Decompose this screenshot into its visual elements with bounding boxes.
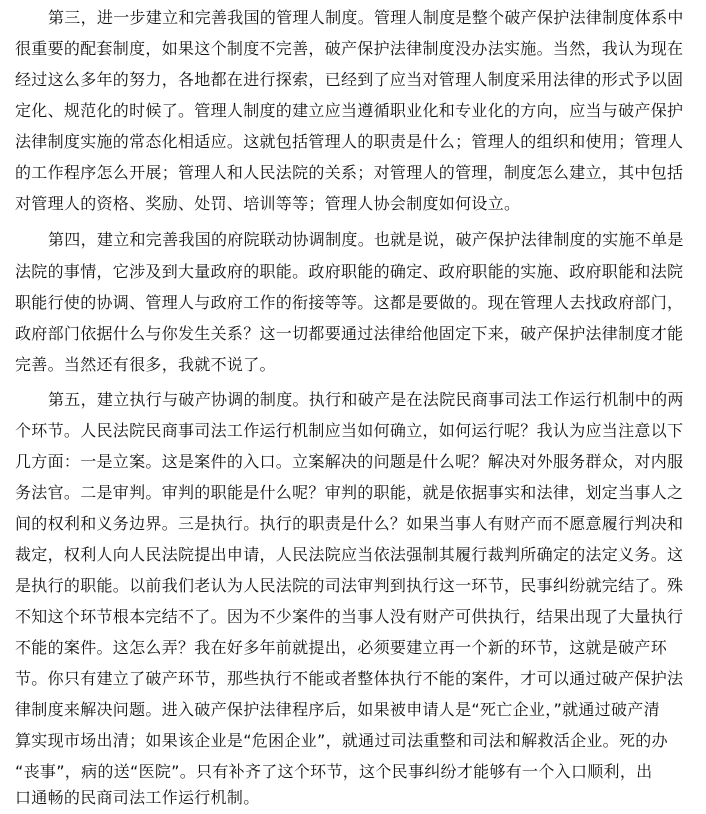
text-line: 第四，建立和完善我国的府院联动协调制度。也就是说，破产保护法律制度的实施不单是 bbox=[48, 230, 684, 249]
text-line: 个环节。人民法院民商事司法工作运行机制应当如何确立，如何运行呢？我认为应当注意以下 bbox=[15, 421, 684, 440]
text-line: 不能的案件。这怎么弄？我在好多年前就提出，必须要建立再一个新的环节，这就是破产环 bbox=[15, 638, 668, 657]
text-line: 节。你只有建立了破产环节，那些执行不能或者整体执行不能的案件，才可以通过破产保护法 bbox=[15, 669, 684, 688]
text-line: 政府部门依据什么与你发生关系？这一切都要通过法律给他固定下来，破产保护法律制度才能 bbox=[15, 324, 684, 343]
text-line: 是执行的职能。以前我们老认为人民法院的司法审判到执行这一环节，民事纠纷就完结了。殊 bbox=[15, 576, 684, 595]
text-line: 口通畅的民商司法工作运行机制。 bbox=[15, 788, 260, 807]
text-line: 第三，进一步建立和完善我国的管理人制度。管理人制度是整个破产保护法律制度体系中 bbox=[48, 8, 684, 27]
text-line: “丧事”，病的送“医院”。只有补齐了这个环节，这个民事纠纷才能够有一个入口顺利，出 bbox=[15, 762, 653, 781]
text-line: 法律制度实施的常态化相适应。这就包括管理人的职责是什么；管理人的组织和使用；管理人 bbox=[15, 132, 684, 151]
text-line: 律制度来解决问题。进入破产保护法律程序后，如果被申请人是“死亡企业，”就通过破产清 bbox=[15, 700, 660, 719]
text-line: 法院的事情，它涉及到大量政府的职能。政府职能的确定、政府职能的实施、政府职能和法院 bbox=[15, 262, 684, 281]
text-line: 不知这个环节根本完结不了。因为不少案件的当事人没有财产可供执行，结果出现了大量执行 bbox=[15, 607, 684, 626]
text-line: 务法官。二是审判。审判的职能是什么呢？审判的职能，就是依据事实和法律，划定当事人之 bbox=[15, 483, 684, 502]
text-line: 间的权利和义务边界。三是执行。执行的职责是什么？如果当事人有财产而不愿意履行判决和 bbox=[15, 514, 684, 533]
text-line: 职能行使的协调、管理人与政府工作的衔接等等。这都是要做的。现在管理人去找政府部门， bbox=[15, 293, 684, 312]
text-line: 完善。当然还有很多，我就不说了。 bbox=[15, 355, 276, 374]
text-line: 裁定，权利人向人民法院提出申请，人民法院应当依法强制其履行裁判所确定的法定义务。这 bbox=[15, 545, 684, 564]
text-line: 第五，建立执行与破产协调的制度。执行和破产是在法院民商事司法工作运行机制中的两 bbox=[48, 390, 684, 409]
text-line: 很重要的配套制度，如果这个制度不完善，破产保护法律制度没办法实施。当然，我认为现在 bbox=[15, 39, 684, 58]
text-line: 的工作程序怎么开展；管理人和人民法院的关系；对管理人的管理，制度怎么建立，其中包括 bbox=[15, 163, 684, 182]
text-line: 定化、规范化的时候了。管理人制度的建立应当遵循职业化和专业化的方向，应当与破产保护 bbox=[15, 101, 684, 120]
text-line: 几方面：一是立案。这是案件的入口。立案解决的问题是什么呢？解决对外服务群众，对内服 bbox=[15, 452, 684, 471]
text-line: 经过这么多年的努力，各地都在进行探索，已经到了应当对管理人制度采用法律的形式予以固 bbox=[15, 70, 684, 89]
text-line: 对管理人的资格、奖励、处罚、培训等等；管理人协会制度如何设立。 bbox=[15, 194, 521, 213]
text-line: 算实现市场出清；如果该企业是“危困企业”，就通过司法重整和司法和解救活企业。死的办 bbox=[15, 731, 668, 750]
